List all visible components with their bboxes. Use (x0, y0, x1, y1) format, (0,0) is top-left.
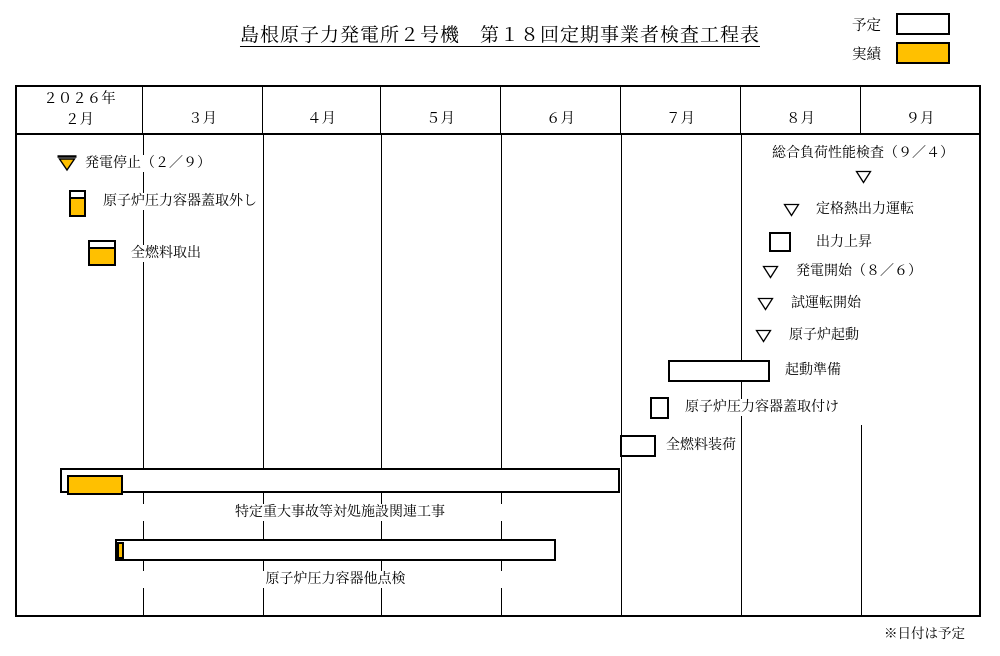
rated-thermal-output-milestone-icon (783, 203, 800, 217)
header-cell-may: ５月 (381, 87, 501, 133)
header-cell-sep: ９月 (905, 111, 935, 127)
fuel-loading-label: 全燃料装荷 (666, 437, 736, 453)
fuel-removal-label: 全燃料取出 (131, 245, 201, 261)
gridline-jun-jul (621, 135, 622, 615)
legend-actual-swatch (896, 42, 950, 64)
startup-preparation-planned-bar (668, 360, 770, 382)
rpv-inspection-planned-bar (115, 539, 556, 561)
fuel-removal-progress-box (88, 240, 116, 266)
legend-actual-label: 実績 (852, 46, 881, 63)
header-cell-mar: ３月 (143, 87, 263, 133)
date-footnote: ※日付は予定 (884, 626, 965, 642)
shutdown-label: 発電停止（２／９） (85, 155, 211, 171)
load-performance-test-milestone-icon (855, 170, 872, 184)
rpv-head-installation-label: 原子炉圧力容器蓋取付け (685, 399, 839, 415)
rpv-head-removal-label: 原子炉圧力容器蓋取外し (103, 193, 257, 209)
severe-accident-work-planned-bar (60, 468, 620, 493)
rpv-head-removal-progress-box (69, 190, 86, 217)
power-generation-start-milestone-icon (762, 265, 779, 279)
header-cell-apr: ４月 (263, 87, 381, 133)
header-year-label: ２０２６年 (43, 91, 116, 107)
page-title (0, 20, 1000, 47)
severe-accident-work-label: 特定重大事故等対処施設関連工事 (60, 504, 620, 521)
legend (852, 13, 950, 71)
month-header-row (17, 87, 979, 135)
rpv-inspection-label: 原子炉圧力容器他点検 (115, 571, 556, 588)
rpv-head-removal-actual-fill (71, 197, 84, 215)
legend-planned-label: 予定 (852, 17, 881, 34)
reactor-startup-label: 原子炉起動 (789, 327, 859, 343)
header-cell-jul: ７月 (621, 87, 741, 133)
header-cell-feb (17, 87, 143, 133)
trial-run-start-milestone-icon (757, 297, 774, 311)
fuel-loading-planned-box (620, 435, 656, 457)
power-increase-planned-box (769, 232, 791, 252)
chart-body (17, 135, 979, 615)
legend-row-planned (852, 13, 950, 35)
header-cell-aug: ８月 (741, 87, 861, 133)
header-cell-jun: ６月 (501, 87, 621, 133)
legend-planned-swatch (896, 13, 950, 35)
power-increase-label: 出力上昇 (816, 234, 872, 250)
rpv-inspection-actual-bar (117, 542, 124, 559)
trial-run-start-label: 試運転開始 (791, 295, 861, 311)
severe-accident-work-actual-bar (67, 475, 123, 495)
gantt-chart (15, 85, 981, 617)
startup-preparation-label: 起動準備 (785, 362, 841, 378)
rated-thermal-output-label: 定格熱出力運転 (816, 201, 914, 217)
load-performance-test-label: 総合負荷性能検査（９／４） (753, 145, 973, 162)
fuel-removal-actual-fill (90, 247, 114, 264)
page-title-text: 島根原子力発電所２号機 第１８回定期事業者検査工程表 (239, 24, 760, 46)
shutdown-milestone-icon (57, 155, 77, 172)
header-feb-label: ２月 (65, 112, 94, 128)
legend-row-actual (852, 42, 950, 64)
gridline-aug-sep (861, 425, 862, 615)
reactor-startup-milestone-icon (755, 329, 772, 343)
rpv-head-installation-planned-box (650, 397, 669, 419)
power-generation-start-label: 発電開始（８／６） (796, 263, 922, 279)
